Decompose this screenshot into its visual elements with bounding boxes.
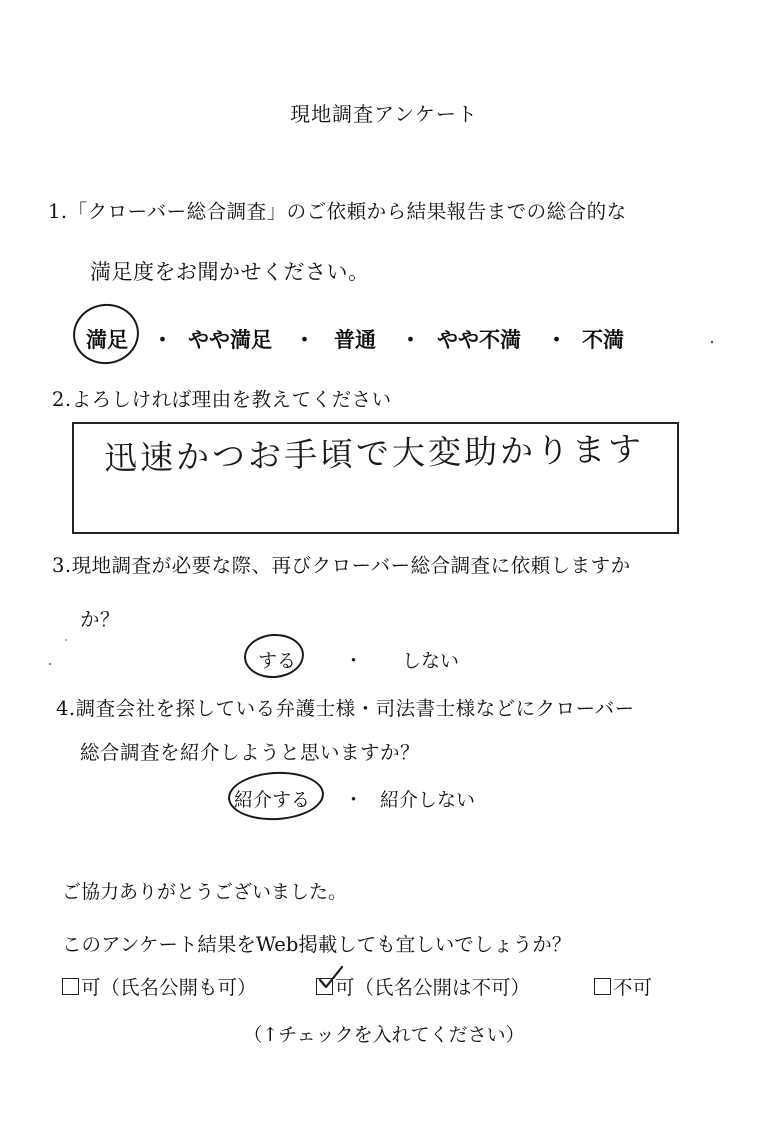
choice-label: 可（氏名公開は不可） — [335, 976, 531, 999]
question-2-label: 2.よろしければ理由を教えてください — [52, 388, 392, 411]
q3-option-no[interactable]: しない — [402, 650, 460, 672]
choice-ok-with-name[interactable] — [62, 972, 257, 1000]
checkbox-ok-with-name[interactable] — [62, 978, 79, 995]
q3-option-yes[interactable]: する — [258, 650, 297, 672]
q4-option-not-recommend[interactable]: 紹介しない — [380, 789, 476, 811]
q1-option-neutral[interactable]: 普通 — [334, 328, 376, 352]
q1-option-somewhat-dissatisfied[interactable]: やや不満 — [437, 328, 521, 352]
question-4-line-1: 4.調査会社を探している弁護士様・司法書士様などにクローバー — [56, 697, 635, 720]
question-1-line-2: 満足度をお聞かせください。 — [90, 260, 370, 284]
question-3-line-1: 3.現地調査が必要な際、再びクローバー総合調査に依頼しますか — [52, 554, 631, 577]
q3-separator: ・ — [344, 650, 364, 672]
checkbox-ok-without-name[interactable] — [316, 978, 333, 995]
q4-separator: ・ — [344, 789, 364, 811]
question-4-line-2: 総合調査を紹介しようと思いますか？ — [80, 741, 421, 764]
q4-selection-circle — [227, 770, 325, 823]
q1-separator: ・ — [152, 328, 173, 352]
question-1-line-1: 1.「クローバー総合調査」のご依頼から結果報告までの総合的な — [48, 200, 627, 223]
q1-option-somewhat-satisfied[interactable]: やや満足 — [188, 328, 272, 352]
check-mark-icon — [318, 965, 344, 991]
checkbox-not-ok[interactable] — [594, 978, 611, 995]
web-publish-question: このアンケート結果をWeb掲載しても宜しいでしょうか？ — [62, 933, 572, 956]
q2-handwritten-answer: 迅速かつお手頃で大変助かります — [103, 429, 645, 478]
choice-ok-without-name[interactable] — [316, 972, 530, 1000]
q1-option-satisfied[interactable]: 満足 — [86, 328, 128, 352]
q4-option-recommend[interactable]: 紹介する — [234, 789, 311, 811]
thanks-message: ご協力ありがとうございました。 — [62, 881, 348, 903]
choice-not-ok[interactable] — [594, 972, 652, 1000]
q1-selection-circle — [69, 300, 143, 369]
choice-label: 可（氏名公開も可） — [81, 976, 257, 999]
q1-separator: ・ — [546, 328, 567, 352]
instruction-note: （↑チェックを入れてください） — [243, 1024, 525, 1046]
q1-option-dissatisfied[interactable]: 不満 — [582, 328, 624, 352]
choice-label: 不可 — [613, 976, 653, 999]
q1-separator: ・ — [400, 328, 421, 352]
q3-selection-circle — [243, 632, 306, 680]
survey-title: 現地調査アンケート — [290, 102, 478, 126]
question-3-line-2: か？ — [80, 608, 121, 631]
q1-separator: ・ — [294, 328, 315, 352]
